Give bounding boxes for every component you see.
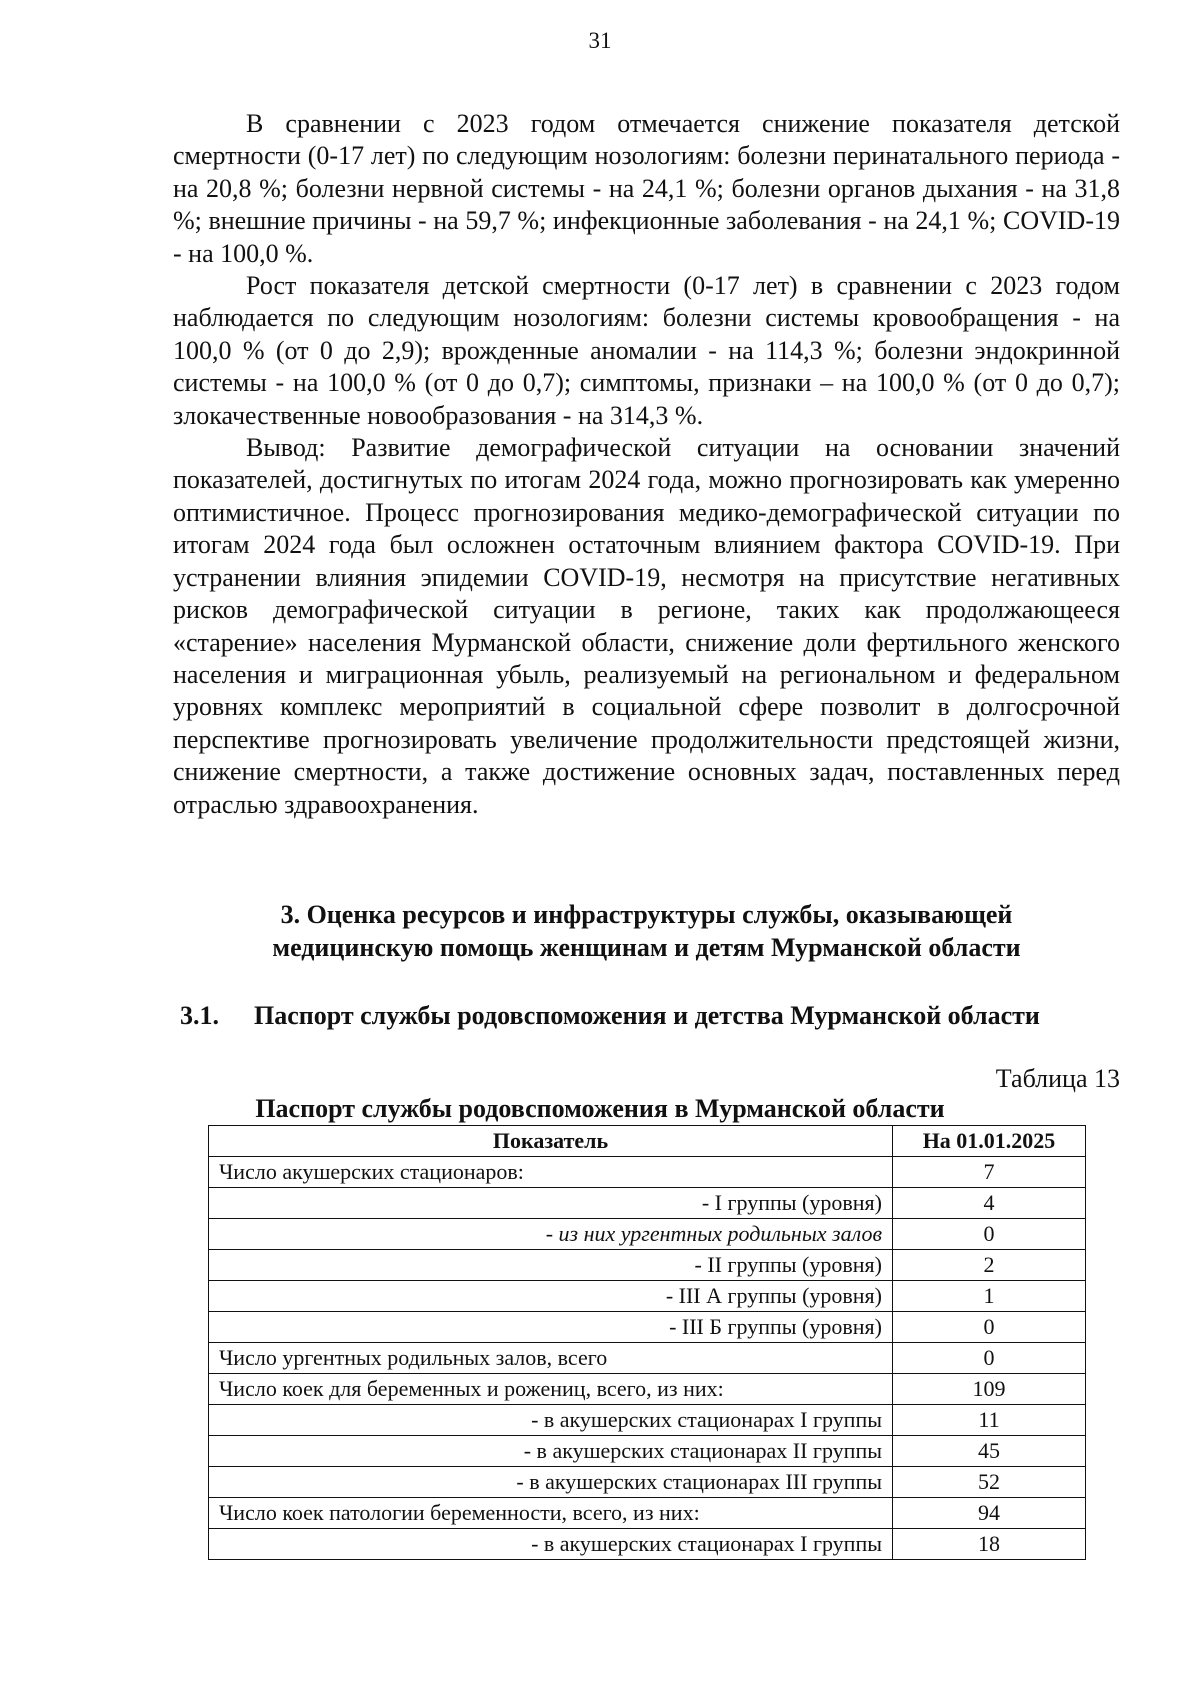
page-number: 31 [588,28,612,53]
table-row [209,1281,1086,1312]
row-value: 45 [893,1436,1086,1467]
table-row [209,1529,1086,1560]
table-row [209,1405,1086,1436]
table-row [209,1343,1086,1374]
row-label: - I группы (уровня) [209,1188,893,1219]
table-header-row [209,1126,1086,1157]
row-value: 109 [893,1374,1086,1405]
subsection-number: 3.1. [180,1001,219,1030]
row-value: 52 [893,1467,1086,1498]
row-label: - в акушерских стационарах II группы [209,1436,893,1467]
table-header-cell: На 01.01.2025 [893,1126,1086,1157]
row-label: - III Б группы (уровня) [209,1312,893,1343]
row-value: 7 [893,1157,1086,1188]
table-row [209,1157,1086,1188]
table-row [209,1219,1086,1250]
paragraph: В сравнении с 2023 годом отмечается снижение показателя детской смертности (0-17 лет) по следующим нозологиям: болезни перинатального периода - на 20,8 %; болезни нервной системы - на 24,1 %; болезни органов дыхания - на 31,8 %; внешние причины - на 59,7 %; инфекционные заболевания - на 24,1 %; COVID-19 - на 100,0 %. [173,109,1120,268]
paragraph: Рост показателя детской смертности (0-17 лет) в сравнении с 2023 годом наблюдается по следующим нозологиям: болезни системы кровообращения - на 100,0 % (от 0 до 2,9); врожденные аномалии - на 114,3 %; болезни эндокринной системы - на 100,0 % (от 0 до 0,7); симптомы, признаки – на 100,0 % (от 0 до 0,7); злокачественные новообразования - на 314,3 %. [173,271,1120,430]
row-label: - III А группы (уровня) [209,1281,893,1312]
table-header-cell: Показатель [209,1126,893,1157]
table-row [209,1436,1086,1467]
row-value: 94 [893,1498,1086,1529]
row-label: - II группы (уровня) [209,1250,893,1281]
row-value: 0 [893,1219,1086,1250]
paragraph: Вывод: Развитие демографической ситуации на основании значений показателей, достигнутых по итогам 2024 года, можно прогнозировать как умеренно оптимистичное. Процесс прогнозирования медико-демографической ситуации по итогам 2024 года был осложнен остаточным влиянием фактора COVID-19. При устранении влияния эпидемии COVID-19, несмотря на присутствие негативных рисков демографической ситуации в регионе, таких как продолжающееся «старение» населения Мурманской области, снижение доли фертильного женского населения и миграционная убыль, реализуемый на региональном и федеральном уровнях комплекс мероприятий в социальной сфере позволит в долгосрочной перспективе прогнозировать увеличение продолжительности предстоящей жизни, снижение смертности, а также достижение основных задач, поставленных перед отраслью здравоохранения. [173,433,1120,819]
section-title-line: 3. Оценка ресурсов и инфраструктуры службы, оказывающей [280,900,1013,929]
row-label: - в акушерских стационарах I группы [209,1405,893,1436]
row-value: 0 [893,1312,1086,1343]
row-label: Число коек патологии беременности, всего, из них: [209,1498,893,1529]
table-row [209,1188,1086,1219]
row-value: 18 [893,1529,1086,1560]
row-label: - из них ургентных родильных залов [209,1219,893,1250]
row-value: 0 [893,1343,1086,1374]
section-title-line: медицинскую помощь женщинам и детям Мурманской области [272,933,1021,962]
row-value: 11 [893,1405,1086,1436]
table-row [209,1467,1086,1498]
table-row [209,1312,1086,1343]
row-label: - в акушерских стационарах I группы [209,1529,893,1560]
subsection-title [180,999,1140,1032]
subsection-title-text: Паспорт службы родовспоможения и детства Мурманской области [254,1001,1040,1030]
row-label: Число акушерских стационаров: [209,1157,893,1188]
row-label: Число ургентных родильных залов, всего [209,1343,893,1374]
row-label: - в акушерских стационарах III группы [209,1467,893,1498]
row-value: 4 [893,1188,1086,1219]
table-row [209,1250,1086,1281]
passport-table [208,1125,1086,1560]
table-row [209,1374,1086,1405]
table-title: Паспорт службы родовспоможения в Мурманской области [255,1094,945,1123]
table-caption: Таблица 13 [995,1064,1120,1093]
row-label: Число коек для беременных и рожениц, всего, из них: [209,1374,893,1405]
row-value: 1 [893,1281,1086,1312]
row-value: 2 [893,1250,1086,1281]
body-text [173,108,1120,821]
table-row [209,1498,1086,1529]
section-title [173,898,1120,964]
